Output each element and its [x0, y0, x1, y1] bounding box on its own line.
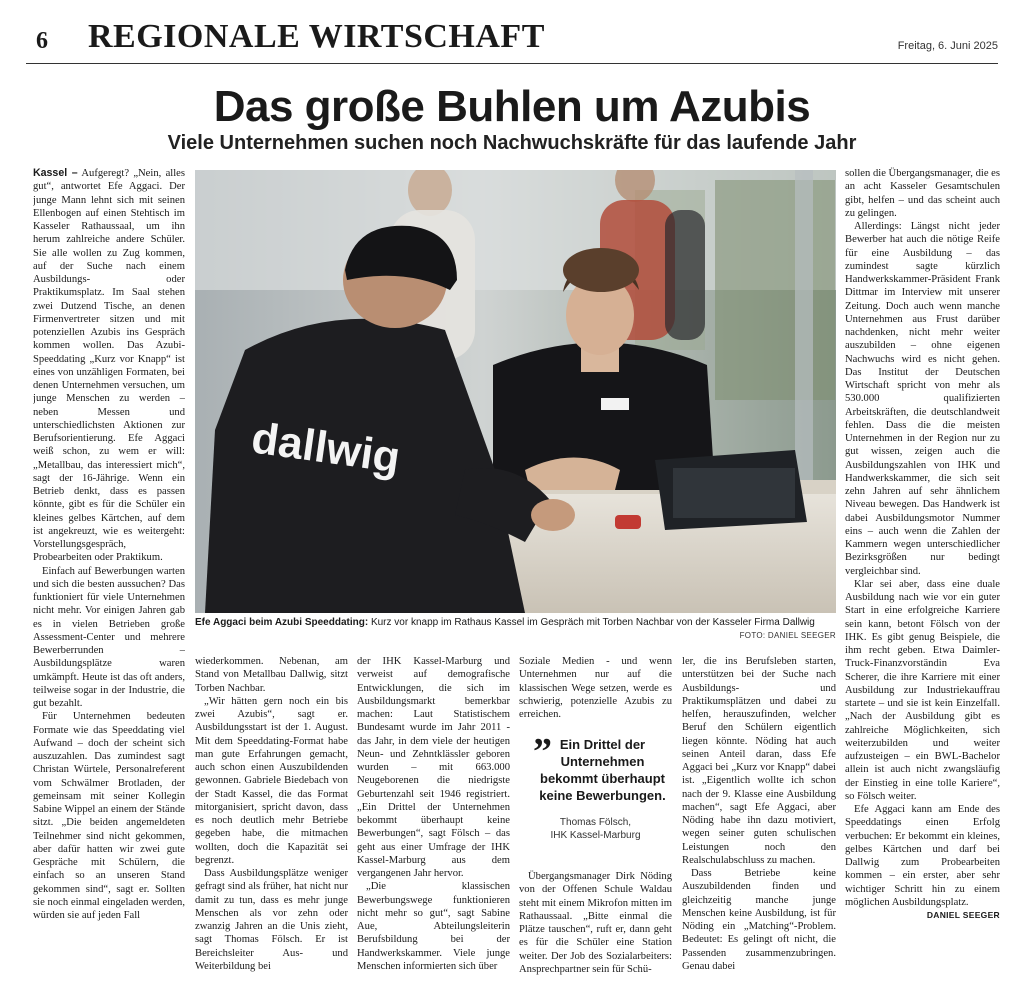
article-column-4: [519, 655, 672, 725]
caption-text: Kurz vor knapp im Rathaus Kassel im Gespräch mit Torben Nachbar von der Kasseler Firma Dallwig: [368, 617, 815, 628]
paragraph: „Wir hätten gern noch ein bis zwei Azubis“, sagt er. Ausbildungsstart ist der 1. August. Mit dem Speeddating-Format habe man gute Erfahrungen gemacht, auch schon einen Auszubildenden gewonnen. Gabriele Biedebach von der Stadt Kassel, die das Format mitorganisiert, spricht davon, dass es noch deutlich mehr Betriebe gegeben habe, die mitmachen wollten, doch die Kapazität sei begrenzt.: [195, 695, 348, 866]
paragraph: Klar sei aber, dass eine duale Ausbildung nach wie vor ein guter Start in eine erfolgreiche Karriere sein kann, betont Fölsch von der IHK. Es gibt genug Beispiele, die ihm recht geben. Etwa Daimler-Truck-Finanzvorständin Eva Scherer, die ihre Karriere mit einer Ausbildung zur Industriekauffrau startete – und sie ist kein Einzelfall. „Nach der Ausbildung gibt es zahlreiche Möglichkeiten, sich weiterzubilden und weiter aufzusteigen – ein BWL-Bachelor allein ist auch nicht zwangsläufig der Einstieg in eine tolle Kariere“, so Fölsch weiter.: [845, 578, 1000, 802]
article-column-5: [519, 870, 672, 989]
header-rule: [26, 63, 998, 64]
paragraph: sollen die Übergangsmanager, die es an acht Kasseler Gesamtschulen gibt, helfen – und das scheint auch zu gelingen.: [845, 168, 1000, 219]
quote-author-name: Thomas Fölsch,: [559, 817, 632, 828]
article-column-1: [33, 167, 185, 989]
caption-lead: Efe Aggaci beim Azubi Speeddating:: [195, 617, 369, 628]
article-photo: [195, 170, 836, 613]
issue-date: Freitag, 6. Juni 2025: [897, 40, 998, 52]
article-column-7: [845, 167, 1000, 989]
article-column-6: [682, 655, 836, 989]
quote-mark-icon: ”: [533, 731, 552, 773]
paragraph: Einfach auf Bewerbungen warten und sich die besten aussuchen? Das funktioniert für viele Unternehmen nicht mehr. Vor einigen Jahren gab es in vielen Betrieben große Assessment-Center und mehrere Bewerberrunden – Ausbildungsplätze waren umkämpft. Heute ist das oft anders, teilweise sogar in der Industrie, die gut bezahlt.: [33, 565, 185, 709]
paragraph: Soziale Medien - und wenn Unternehmen nur auf die klassischen Wege setzen, werde es schwierig, potenzielle Azubis zu erreichen.: [519, 656, 672, 720]
quote-author-org: IHK Kassel-Marburg: [550, 830, 641, 841]
quote-text: Ein Drittel der Unternehmen bekommt überhaupt keine Bewerbungen.: [539, 737, 666, 803]
pull-quote: [519, 731, 672, 842]
quote-author: [519, 816, 672, 842]
photo-credit: FOTO: DANIEL SEEGER: [739, 631, 836, 640]
hoodie-logo-text: dallwig: [248, 413, 404, 483]
subheadline: Viele Unternehmen suchen noch Nachwuchskräfte für das laufende Jahr: [167, 132, 857, 154]
paragraph: Efe Aggaci kann am Ende des Speeddatings einen Erfolg verbuchen: Er bekommt ein kleines, gelbes Kärtchen und darf bei Dallwig zum Probearbeiten kommen – ein erster, aber sehr wichtiger Schritt hin zu einem möglichen Ausbildungsplatz. DANIEL SEEGER: [845, 803, 1000, 909]
paragraph: Übergangsmanager Dirk Nöding von der Offenen Schule Waldau steht mit einem Mikrofon mitten im Rathaussaal. „Bitte einmal die Plätze tauschen“, ruft er, dann geht es für die Schüler eine Station weiter. Der Job des Sozialarbeiters: Ansprechpartner sein für Schü-: [519, 871, 672, 975]
page-number: 6: [36, 28, 48, 54]
paragraph: ler, die ins Berufsleben starten, unterstützen bei der Suche nach Ausbildungs- und Praktikumsplätzen und dabei zu helfen, herauszufinden, welcher Beruf den Schülern eigentlich liegen könnte. Nöding hat auch seinen Anteil daran, dass Efe Aggaci bei „Kurz vor Knapp“ dabei ist. „Eigentlich wollte ich schon nach der 9. Klasse eine Ausbildung machen“, sagt Efe Aggaci, aber Nöding habe ihn dazu motiviert, wegen seiner guten schulischen Leistungen noch den Realschulabschluss zu machen.: [682, 656, 836, 866]
paragraph: der IHK Kassel-Marburg und verweist auf demografische Entwicklungen, die sich im Ausbildungsmarkt bemerkbar machen: Laut Statistischem Bundesamt wurde im Jahr 2011 - das Jahr, in dem viele der heutigen Neun- und Zehntklässler geboren wurden – mit 663.000 Neugeborenen die niedrigste Geburtenzahl seit 1946 registriert. „Ein Drittel der Unternehmen bekommt überhaupt keine Bewerbungen“, sagt Fölsch – das geht aus einer Umfrage der IHK Kassel-Marburg aus dem vergangenen Jahr hervor.: [357, 656, 510, 879]
paragraph: Kassel – Aufgeregt? „Nein, alles gut“, antwortet Efe Aggaci. Der junge Mann lehnt sich mit seinen Ellenbogen auf einen Stehtisch im Kasseler Rathaussaal, um ihn herum zahlreiche andere Schüler. Sie alle wollen zu Zug kommen, auf der Suche nach einem Ausbildungs- oder Praktikumsplatz. Im Saal stehen zwei Dutzend Tische, an denen Firmenvertreter sitzen und mit potenziellen Azubis ins Gespräch kommen wollen. Das Azubi-Speeddating „Kurz vor Knapp“ ist eines von unzähligen Formaten, bei denen Unternehmen versuchen, um junge Menschen zu werden – neben Messen und unterschiedlichsten Aktionen zur Berufsorientierung. Efe Aggaci weiß schon, zu wem er will: „Metallbau, das interessiert mich“, sagt der 16-Jährige. Wenn ein Betrieb denkt, dass es passen könnte, gibt es für die Schüler ein kleines gelbes Kärtchen, auf dem ist angekreuzt, wie es weitergeht: Vorstellungsgespräch, Probearbeiten oder Praktikum.: [33, 167, 185, 564]
paragraph: „Die klassischen Bewerbungswege funktionieren nicht mehr so gut“, sagt Sabine Aue, Abteilungsleiterin Berufsbildung bei der Handwerkskammer. Viele junge Menschen informierten sich über: [357, 881, 510, 972]
paragraph: Dass Betriebe keine Auszubildenden finden und gleichzeitig manche junge Menschen keine Ausbildung, ist für Nöding ein „Matching“-Problem. Bedeutet: Es gelingt oft nicht, die Passenden zusammenzubringen. Genau dabei: [682, 868, 836, 972]
paragraph: Dass Ausbildungsplätze weniger gefragt sind als früher, hat nicht nur damit zu tun, dass es mehr junge Menschen als vor zehn oder zwanzig Jahren an die Unis zieht, sagt Thomas Fölsch. Er ist Bereichsleiter Aus- und Weiterbildung bei: [195, 868, 348, 972]
paragraph: Allerdings: Längst nicht jeder Bewerber hat auch die nötige Reife für eine Ausbildung – das zumindest sagte kürzlich Handwerkskammer-Präsident Frank Dittmar im Interview mit unserer Zeitung. Doch auch wenn manche Unternehmen aus Frust darüber nachdenken, nicht mehr weiter auszubilden – ohne eigenen Nachwuchs wird es nicht gehen. Das Institut der Deutschen Wirtschaft spricht von mehr als 530.000 qualifizierten Arbeitskräften, die deutschlandweit fehlen. Dass die die meisten Unternehmen in der Region nur zu gut wissen, zeigen auch die Ausbildungszahlen von IHK und Handwerkskammer, die sich seit zehn Jahren auf sehr ähnlichem Niveau bewegen. Das Handwerk ist dabei Ausbildungsmotor Nummer eins – auch wenn die Zahlen der Kammern wegen unterschiedlicher Bezirksgrößen nur bedingt vergleichbar sind.: [845, 221, 1000, 577]
paragraph: Für Unternehmen bedeuten Formate wie das Speeddating viel Aufwand – doch der scheint sich auszuzahlen. Das zumindest sagt Christan Würtele, Personalreferent vom Schwälmer Brotladen, der gemeinsam mit seiner Kollegin Sabine Wippel an einem der Stände sitzt. „Die beiden angemeldeten Teilnehmer sind nicht gekommen, aber dafür hatten wir zwei gute Gespräche mit Schülern, die einfach so an unseren Stand gekommen sind“, sagt er. Sollten sie noch einmal eingeladen werden, würden sie auf jeden Fall: [33, 711, 185, 921]
paragraph: wiederkommen. Nebenan, am Stand von Metallbau Dallwig, sitzt Torben Nachbar.: [195, 656, 348, 694]
dateline: Kassel –: [33, 167, 78, 179]
section-title: REGIONALE WIRTSCHAFT: [88, 18, 545, 55]
photo-caption: [195, 616, 836, 640]
article-column-2: [195, 655, 348, 989]
headline: Das große Buhlen um Azubis: [213, 82, 811, 131]
author-signature: DANIEL SEEGER: [926, 910, 1000, 920]
article-column-3: [357, 655, 510, 989]
